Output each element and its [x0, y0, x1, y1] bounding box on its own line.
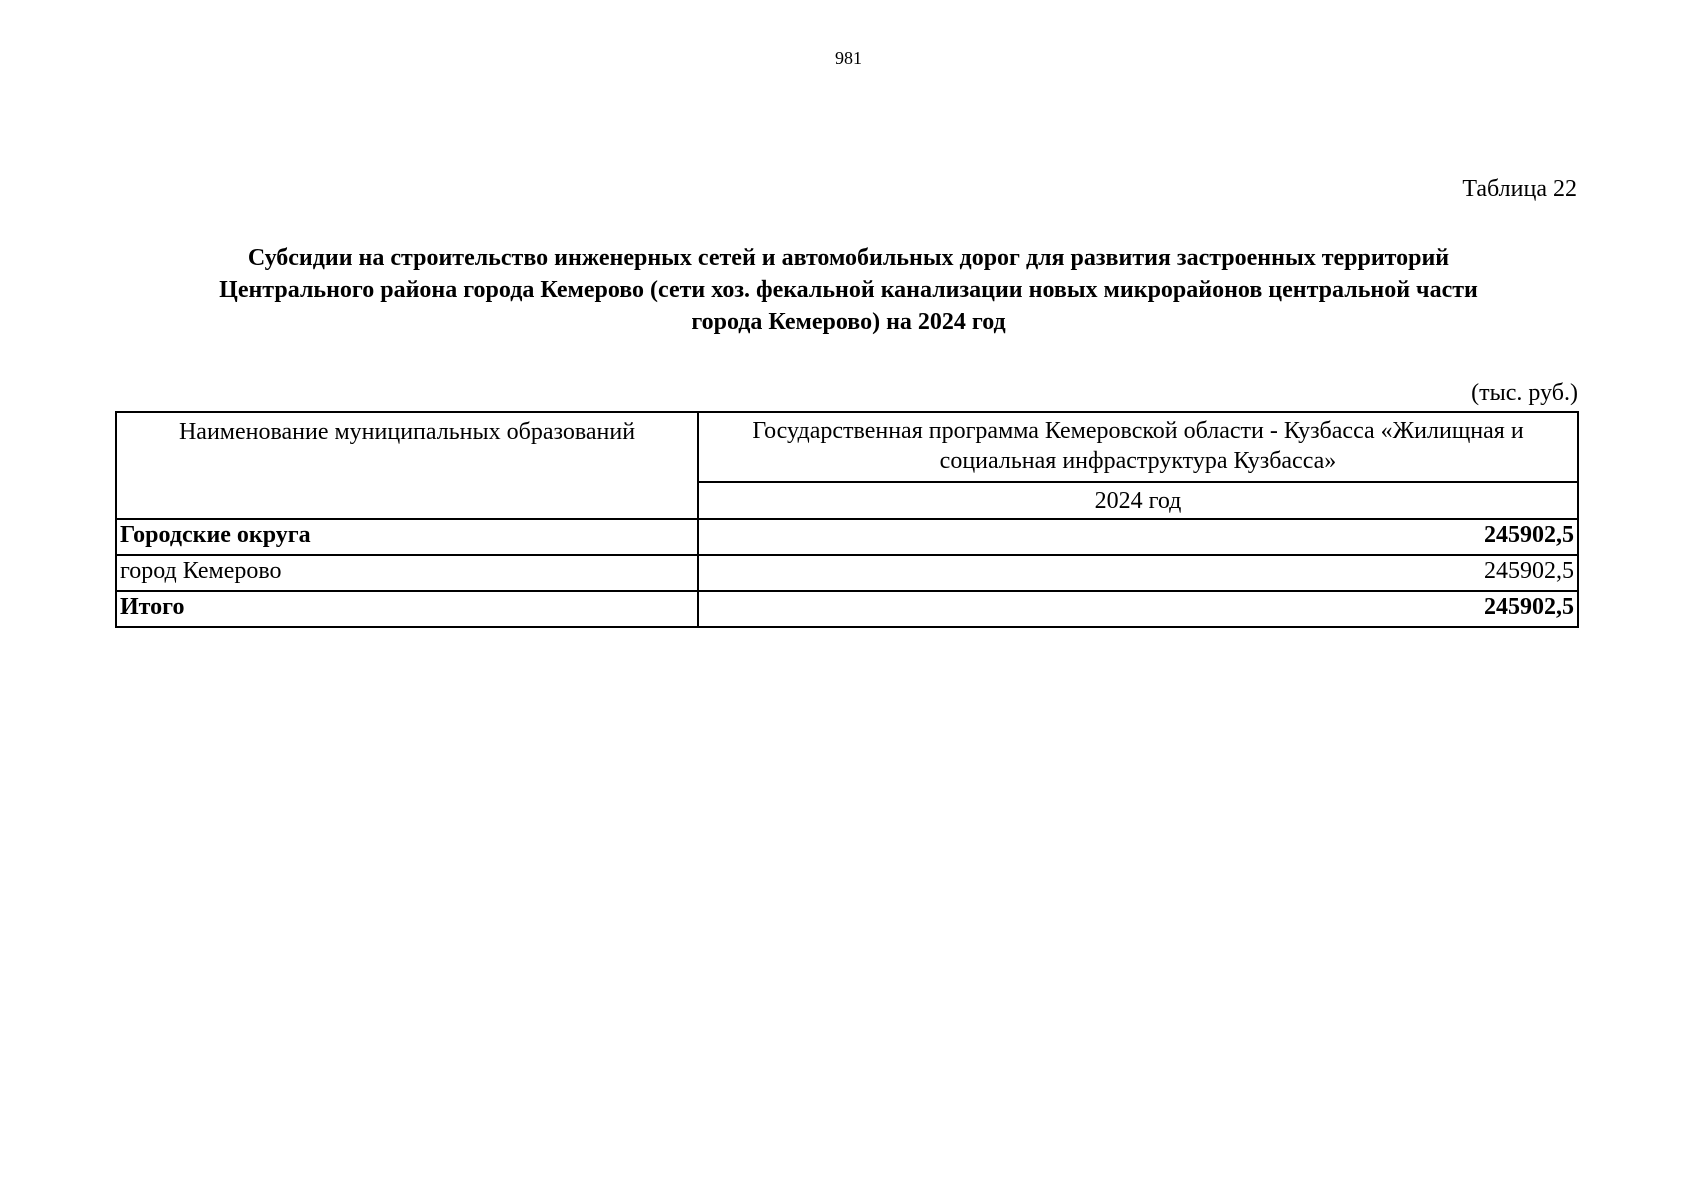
table-header-row	[116, 412, 1578, 482]
row-name: Городские округа	[116, 519, 698, 555]
units-label: (тыс. руб.)	[1471, 380, 1578, 406]
row-name: город Кемерово	[116, 555, 698, 591]
header-year: 2024 год	[698, 482, 1578, 519]
table-row-total	[116, 591, 1578, 627]
row-value: 245902,5	[698, 555, 1578, 591]
document-title	[130, 242, 1567, 338]
row-name: Итого	[116, 591, 698, 627]
title-line: Субсидии на строительство инженерных сетей и автомобильных дорог для развития застроенных территорий	[247, 245, 1450, 271]
table-label: Таблица 22	[1462, 176, 1577, 202]
row-value: 245902,5	[698, 591, 1578, 627]
page-number: 981	[835, 48, 862, 68]
header-program: Государственная программа Кемеровской области - Кузбасса «Жилищная и социальная инфраструктура Кузбасса»	[698, 412, 1578, 482]
table-row	[116, 519, 1578, 555]
table-row	[116, 555, 1578, 591]
row-value: 245902,5	[698, 519, 1578, 555]
title-line: города Кемерово) на 2024 год	[691, 309, 1006, 335]
header-municipality: Наименование муниципальных образований	[116, 412, 698, 519]
title-line: Центрального района города Кемерово (сети хоз. фекальной канализации новых микрорайонов центральной части	[219, 277, 1478, 303]
subsidy-table	[115, 411, 1579, 628]
